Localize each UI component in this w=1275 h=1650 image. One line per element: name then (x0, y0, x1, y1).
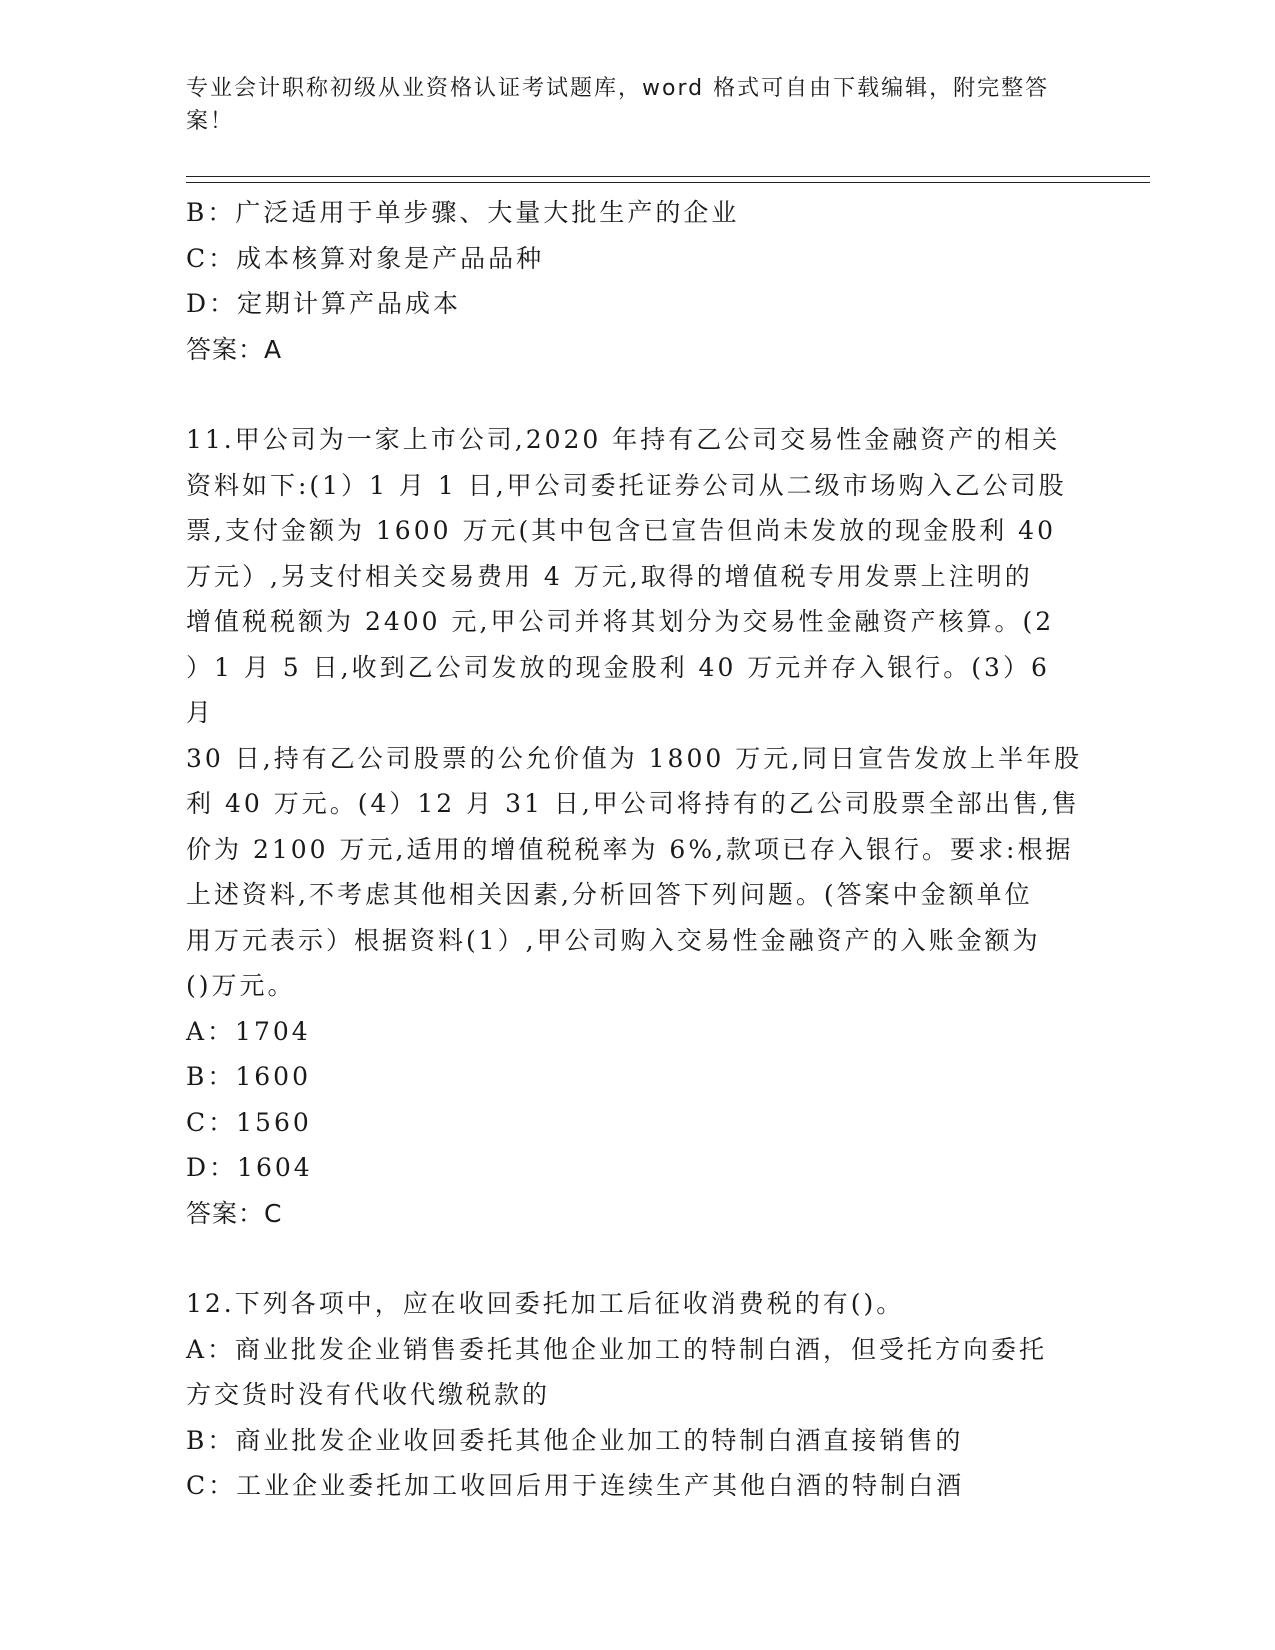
page-header (186, 72, 1066, 138)
q11-stem-line: 上述资料,不考虑其他相关因素,分析回答下列问题。(答案中金额单位 (186, 880, 1033, 909)
q12-option-c: C：工业企业委托加工收回后用于连续生产其他白酒的特制白酒 (186, 1471, 965, 1500)
q11-stem-line: 票,支付金额为 1600 万元(其中包含已宣告但尚未发放的现金股利 40 (186, 516, 1056, 545)
q12-option-b: B：商业批发企业收回委托其他企业加工的特制白酒直接销售的 (186, 1425, 964, 1455)
q12-option-a-line-2: 方交货时没有代收代缴税款的 (186, 1380, 551, 1409)
header-line-2: 案！ (186, 109, 235, 134)
q12-option-a-line-1: A：商业批发企业销售委托其他企业加工的特制白酒，但受托方向委托 (186, 1334, 1048, 1364)
q11-stem-line: 利 40 万元。(4）12 月 31 日,甲公司将持有的乙公司股票全部出售,售 (186, 789, 1080, 818)
q11-stem-line: 11.甲公司为一家上市公司,2020 年持有乙公司交易性金融资产的相关 (186, 425, 1061, 454)
q11-stem-line: 资料如下:(1）1 月 1 日,甲公司委托证券公司从二级市场购入乙公司股 (186, 470, 1067, 500)
q11-stem-line: 用万元表示）根据资料(1）,甲公司购入交易性金融资产的入账金额为 (186, 925, 1041, 955)
question-12 (186, 1281, 1086, 1509)
q11-option-d: D：1604 (186, 1153, 313, 1182)
q11-stem-line: 价为 2100 万元,适用的增值税税率为 6%,款项已存入银行。要求:根据 (186, 834, 1074, 864)
q11-stem-line: ()万元。 (186, 971, 296, 1000)
spacer (186, 372, 1086, 417)
header-divider-top (186, 176, 1150, 177)
q11-answer: 答案：C (186, 1198, 283, 1228)
q10-option-c: C：成本核算对象是产品品种 (186, 243, 545, 273)
q10-option-b: B：广泛适用于单步骤、大量大批生产的企业 (186, 198, 740, 227)
header-line-1: 专业会计职称初级从业资格认证考试题库，word 格式可自由下载编辑，附完整答 (186, 76, 1050, 101)
q11-option-c: C：1560 (186, 1107, 312, 1137)
q11-option-b: B：1600 (186, 1062, 311, 1091)
spacer (186, 1236, 1086, 1281)
q12-stem: 12.下列各项中，应在收回委托加工后征收消费税的有()。 (186, 1289, 905, 1318)
question-11 (186, 417, 1086, 1236)
document-body (186, 190, 1086, 1509)
q10-option-d: D：定期计算产品成本 (186, 289, 462, 318)
q11-stem-line: 万元）,另支付相关交易费用 4 万元,取得的增值税专用发票上注明的 (186, 561, 1033, 591)
q11-stem-line: 增值税税额为 2400 元,甲公司并将其划分为交易性金融资产核算。(2 (186, 607, 1055, 636)
question-10-tail (186, 190, 1086, 372)
q11-stem-line: ）1 月 5 日,收到乙公司发放的现金股利 40 万元并存入银行。(3）6 月 (186, 652, 1061, 727)
q11-stem-line: 30 日,持有乙公司股票的公允价值为 1800 万元,同日宣告发放上半年股 (186, 743, 1083, 773)
q11-option-a: A：1704 (186, 1016, 311, 1046)
header-divider-bottom (186, 182, 1150, 183)
q10-answer: 答案：A (186, 334, 283, 364)
